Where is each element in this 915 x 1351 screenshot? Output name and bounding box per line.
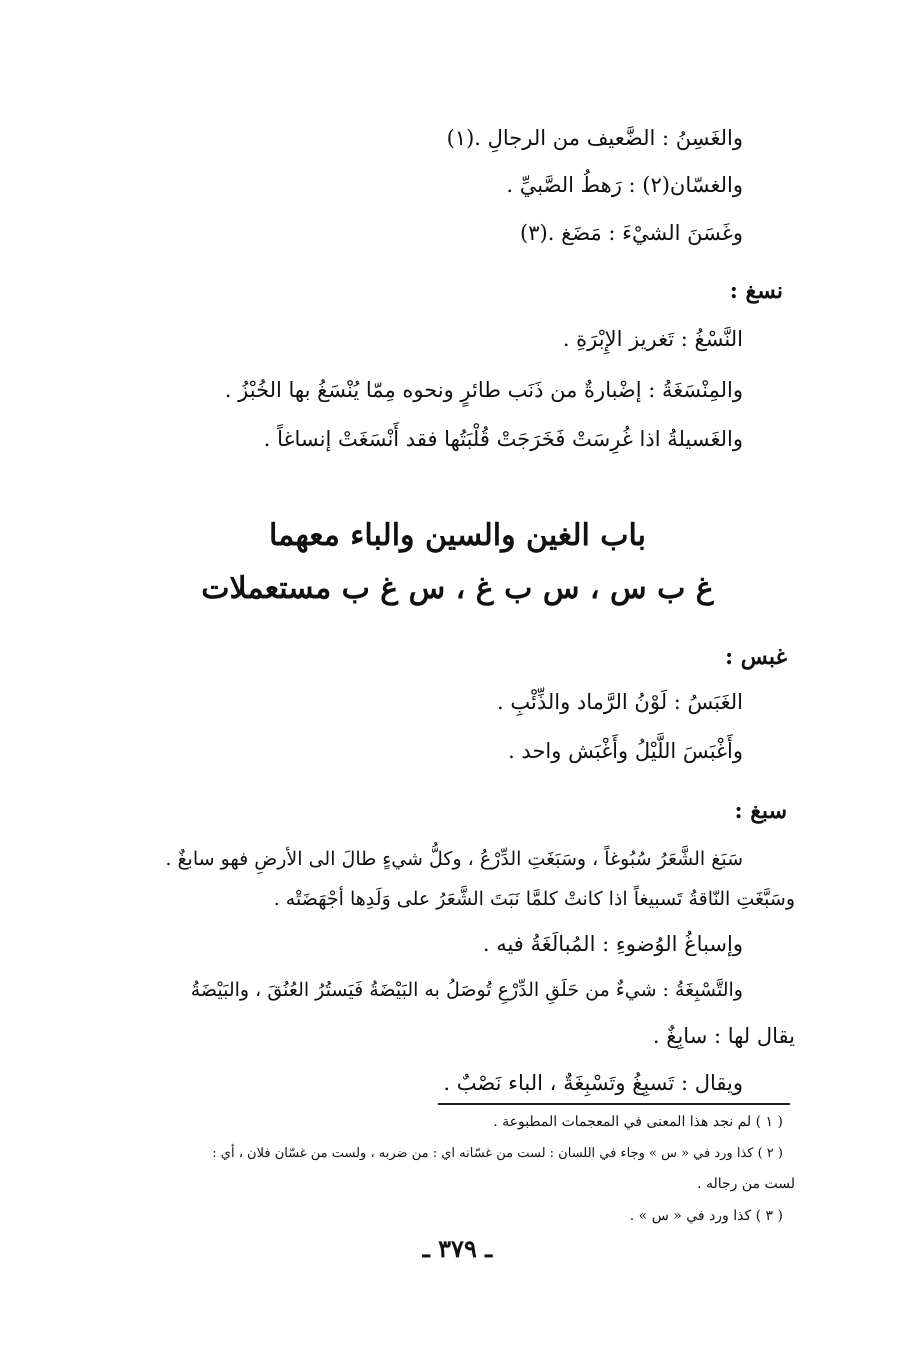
chapter-subtitle: غ ب س ، س ب غ ، س غ ب مستعملات bbox=[201, 571, 714, 606]
entry-line: سَبَغ الشَّعَرُ سُبُوغاً ، وسَبَغَتِ الدِّرْعُ ، وكلُّ شيءٍ طالَ الى الأرضِ فهو سابغٌ . bbox=[165, 848, 743, 870]
entry-line: والغسّان(٢) : رَهطُ الصَّبيِّ . bbox=[506, 173, 743, 197]
page-number: ـ ٣٧٩ ـ bbox=[422, 1234, 493, 1263]
entry-line: والمِنْسَغَةُ : إضْبارةٌ من ذَنَب طائرٍ ونحوه مِمّا يُنْسَغُ بها الخُبْزُ . bbox=[224, 378, 743, 402]
entry-line: النَّسْغُ : تَغريز الإِبْرَةِ . bbox=[562, 327, 743, 351]
footnote: لست من رجاله . bbox=[697, 1176, 795, 1192]
footnote: ( ٢ ) كذا ورد في « س » وجاء في اللسان : لست من غسّانه اي : من ضربه ، ولست من غسّان فلان ، أي : bbox=[212, 1146, 783, 1161]
footnote-separator bbox=[438, 1103, 790, 1105]
entry-line: وإسباغُ الوُضوءِ : المُبالَغَةُ فيه . bbox=[482, 932, 743, 956]
entry-line: والغَسيلةُ اذا غُرِسَتْ فَخَرَجَتْ قُلْبَتُها فقد أَنْسَغَتْ إنساغاً . bbox=[263, 427, 743, 451]
entry-line: الغَبَسُ : لَوْنُ الرَّماد والذِّئْبِ . bbox=[497, 690, 743, 714]
entry-line: وأَغْبَسَ اللَّيْلُ وأَغْبَش واحد . bbox=[508, 739, 743, 763]
entry-line: ويقال : تَسبِغُ وتَسْبِغَةٌ ، الباء نَصْبٌ . bbox=[443, 1071, 743, 1095]
entry-line: يقال لها : سابِغٌ . bbox=[652, 1024, 795, 1048]
chapter-title: باب الغين والسين والباء معهما bbox=[268, 518, 647, 553]
footnote: ( ٣ ) كذا ورد في « س » . bbox=[629, 1208, 783, 1224]
root-heading: نسغ : bbox=[729, 278, 783, 304]
root-heading: غبس : bbox=[725, 644, 787, 670]
root-heading: سبغ : bbox=[734, 798, 787, 824]
entry-line: والتَّسْبِغَةُ : شيءٌ من حَلَقِ الدِّرْعِ تُوصَلُ به البَيْضَةُ فَيَستُرُ العُنُقَ ، والبَيْضَةُ bbox=[190, 979, 743, 1001]
entry-line: وسَبَّغَتِ النّاقةُ تَسبيغاً اذا كانتْ كلمَّا نَبَتَ الشَّعَرُ على وَلَدِها أجْهَضَتْه . bbox=[273, 888, 795, 910]
entry-line: والغَسِنُ : الضَّعيف من الرجالِ .(١) bbox=[446, 126, 743, 150]
footnote: ( ١ ) لم نجد هذا المعنى في المعجمات المطبوعة . bbox=[493, 1114, 783, 1130]
entry-line: وغَسَنَ الشيْءَ : مَضَغ .(٣) bbox=[520, 221, 743, 245]
